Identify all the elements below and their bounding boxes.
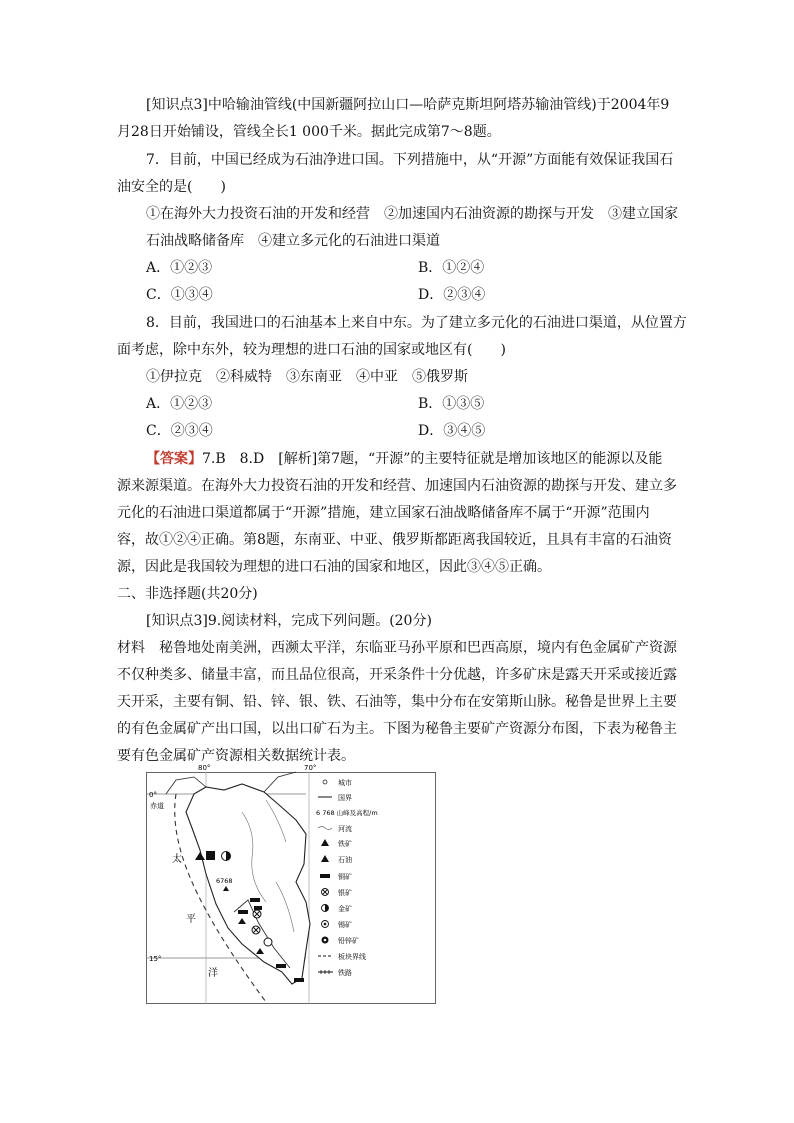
legend-tin-dot <box>324 923 327 926</box>
answer-line-5: 源，因此是我国较为理想的进口石油的国家和地区，因此③④⑤正确。 <box>117 559 551 575</box>
legend-plate: 板块界线 <box>338 953 366 961</box>
q7-option-b: B．①②④ <box>418 260 485 276</box>
legend-copper: 铜矿 <box>338 873 352 881</box>
q7-stem-line-2: 油安全的是( ) <box>117 179 226 195</box>
legend-gold: 金矿 <box>338 905 352 913</box>
legend-border: 国界 <box>338 794 352 802</box>
lon80-label: 80° <box>198 764 211 772</box>
copper-bar-icon <box>238 910 248 914</box>
q7-items-line-2: 石油战略储备库 ④建立多元化的石油进口渠道 <box>146 233 440 249</box>
copper-bar-icon <box>294 978 304 982</box>
material-line-4: 的有色金属矿产出口国，以出口矿石为主。下图为秘鲁主要矿产资源分布图，下表为秘鲁主 <box>117 721 677 737</box>
q7-items-line-1: ①在海外大力投资石油的开发和经营 ②加速国内石油资源的勘探与开发 ③建立国家 <box>146 206 678 222</box>
intro-line-1: [知识点3]中哈输油管线(中国新疆阿拉山口—哈萨克斯坦阿塔苏输油管线)于2004年9 <box>146 97 670 113</box>
legend-copper-icon <box>320 874 330 878</box>
answer-line-2: 源来源渠道。在海外大力投资石油的开发和经营、加速国内石油资源的勘探与开发、建立多 <box>117 478 677 494</box>
lon70-label: 70° <box>304 764 317 772</box>
material-line-3: 天开采，主要有铜、铅、锌、银、铁、石油等，集中分布在安第斯山脉。秘鲁是世界上主要 <box>117 694 677 710</box>
q8-option-d: D．③④⑤ <box>418 423 486 439</box>
peru-mineral-map <box>146 764 436 1004</box>
intro-line-2: 月28日开始铺设，管线全长1 000千米。据此完成第7～8题。 <box>117 124 501 140</box>
q8-stem-line-2: 面考虑，除中东外，较为理想的进口石油的国家或地区有( ) <box>117 342 506 358</box>
q7-option-d: D．②③④ <box>418 287 486 303</box>
material-line-5: 要有色金属矿产资源相关数据统计表。 <box>117 748 355 764</box>
legend-oil: 石油 <box>338 856 352 864</box>
equator-label: 赤道 <box>150 802 164 810</box>
section-heading: 二、非选择题(共20分) <box>117 586 258 602</box>
q8-option-a: A．①②③ <box>146 396 213 412</box>
legend-river: 河流 <box>338 825 352 833</box>
q7-stem-line-1: 7．目前，中国已经成为石油净进口国。下列措施中，从“开源”方面能有效保证我国石 <box>146 152 674 168</box>
legend-iron: 铁矿 <box>338 840 352 848</box>
lat0-label: 0° <box>149 791 157 799</box>
legend-tin: 锡矿 <box>338 921 352 929</box>
q7-option-c: C．①③④ <box>146 287 213 303</box>
tin-icon <box>264 938 272 946</box>
ocean-label-1: 太 <box>172 854 182 865</box>
q8-items: ①伊拉克 ②科威特 ③东南亚 ④中亚 ⑤俄罗斯 <box>146 369 468 385</box>
legend-peak: 6 768 山峰及高程/m <box>316 809 378 817</box>
legend-leadzinc: 铅锌矿 <box>338 937 359 945</box>
answer-line-1 <box>146 449 662 469</box>
map-svg <box>146 764 436 1004</box>
legend-rail: 铁路 <box>338 969 352 977</box>
answer-text-1: 7.B 8.D [解析]第7题，“开源”的主要特征就是增加该地区的能源以及能 <box>202 451 663 467</box>
copper-icon <box>206 851 215 860</box>
material-line-1: 材料 秘鲁地处南美洲，西濒太平洋，东临亚马孙平原和巴西高原，境内有色金属矿产资源 <box>117 640 677 656</box>
q9-stem: [知识点3]9.阅读材料，完成下列问题。(20分) <box>146 613 432 629</box>
q8-option-b: B．①③⑤ <box>418 396 485 412</box>
copper-bar-icon <box>250 898 260 902</box>
lat15-label: 15° <box>149 955 162 963</box>
copper-bar-icon <box>254 906 262 910</box>
legend-city: 城市 <box>338 779 352 787</box>
ocean-label-3: 洋 <box>208 968 218 979</box>
answer-line-3: 元化的石油进口渠道都属于“开源”措施，建立国家石油战略储备库不属于“开源”范围内 <box>117 505 650 521</box>
legend-silver: 银矿 <box>338 889 352 897</box>
answer-line-4: 容，故①②④正确。第8题，东南亚、中亚、俄罗斯都距离我国较近，且具有丰富的石油资 <box>117 532 672 548</box>
q7-option-a: A．①②③ <box>146 260 213 276</box>
ocean-label-2: 平 <box>186 914 196 925</box>
q8-stem-line-1: 8．目前，我国进口的石油基本上来自中东。为了建立多元化的石油进口渠道，从位置方 <box>146 315 687 331</box>
q8-option-c: C．②③④ <box>146 423 213 439</box>
peak-elevation-label: 6768 <box>216 877 233 885</box>
material-line-2: 不仅种类多、储量丰富，而且品位很高，开采条件十分优越，许多矿床是露天开采或接近露 <box>117 667 677 683</box>
answer-tag: 【答案】 <box>146 451 202 467</box>
legend-leadzinc-dot <box>324 939 327 942</box>
copper-bar-icon <box>276 964 286 968</box>
